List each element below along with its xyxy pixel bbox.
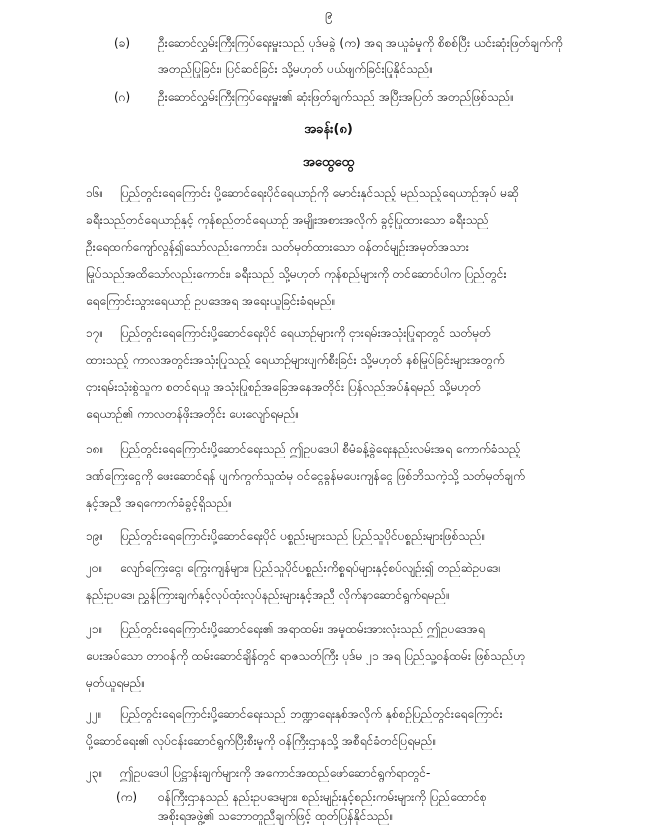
section-line: ပြည်တွင်းရေကြောင်းပို့ဆောင်ရေးသည် ဤဥပဒေပါ စီမံခန့်ခွဲရေးနည်းလမ်းအရ ကောက်ခံသည့် xyxy=(120,442,521,456)
subclause-line: အစိုးရအဖွဲ့၏ သဘောတူညီချက်ဖြင့် ထုတ်ပြန်နိုင်သည်။ xyxy=(158,809,394,823)
section-line: ငှားရမ်းသုံးစွဲသူက စတင်ရယူ အသုံးပြုစဉ်အခြေအနေအတိုင်း ပြန်လည်အပ်နှံရမည် သို့မဟုတ် xyxy=(86,380,481,394)
section-line: မြုပ်သည်အထိသော်လည်းကောင်း၊ ခရီးသည် သို့မဟုတ် ကုန်စည်များကို တင်ဆောင်ပါက ပြည်တွင်း xyxy=(86,267,507,281)
section-line: ပြည်တွင်းရေကြောင်းပို့ဆောင်ရေး၏ အရာထမ်း၊ အမှုထမ်းအားလုံးသည် ဤဥပဒေအရ xyxy=(120,622,485,636)
page-number: ၉ xyxy=(324,7,333,22)
section-line: ပြည်တွင်းရေကြောင်းပို့ဆောင်ရေးသည် ဘဏ္ဍာရေးနှစ်အလိုက် နှစ်စဉ်ပြည်တွင်းရေကြောင်း xyxy=(120,707,503,721)
section-number: ၁၉။ xyxy=(86,529,104,543)
section-line: နည်းဥပဒေ၊ ညွှန်ကြားချက်နှင့်လုပ်ထုံးလုပ်နည်းများနှင့်အညီ လိုက်နာဆောင်ရွက်ရမည်။ xyxy=(86,588,450,602)
subclause-number: (ဂ) xyxy=(114,90,131,104)
section-line: ထားသည့် ကာလအတွင်းအသုံးပြုသည့် ရေယာဉ်များပျက်စီးခြင်း သို့မဟုတ် နစ်မြုပ်ခြင်းများအတွက် xyxy=(86,353,505,367)
section-line: ဦးရေထက်ကျော်လွန်၍သော်လည်းကောင်း၊ သတ်မှတ်ထားသော ဝန်တင်မျဉ်းအမှတ်အသား xyxy=(86,240,469,254)
chapter-title: အထွေထွေ xyxy=(302,155,355,170)
section-number: ၂၂။ xyxy=(86,707,102,721)
section-number: ၂၀။ xyxy=(86,561,103,575)
section-line: ရေကြောင်းသွားရေယာဉ် ဥပဒေအရ အရေးယူခြင်းခံရမည်။ xyxy=(86,294,336,308)
subclause-number: (က) xyxy=(116,790,138,804)
section-number: ၁၇။ xyxy=(86,326,104,340)
section-line: ပေးအပ်သော တာဝန်ကို ထမ်းဆောင်ချိန်တွင် ရာဇသတ်ကြီး ပုဒ်မ ၂၁ အရ ပြည်သူ့ဝန်ထမ်း ဖြစ်သည်ဟု xyxy=(86,649,526,663)
section-line: ပြည်တွင်းရေကြောင်းပို့ဆောင်ရေးပိုင် ရေယာဉ်များကို ငှားရမ်းအသုံးပြုရာတွင် သတ်မှတ် xyxy=(120,326,491,340)
section-line: ရေယာဉ်၏ ကာလတန်ဖိုးအတိုင်း ပေးလျော်ရမည်။ xyxy=(86,407,300,421)
subclause-number: (ခ) xyxy=(114,36,131,50)
section-line: နှင့်အညီ အရကောက်ခံခွင့်ရှိသည်။ xyxy=(86,496,233,510)
section-line: ခရီးသည်တင်ရေယာဉ်နှင့် ကုန်စည်တင်ရေယာဉ် အမျိုးအစားအလိုက် ခွင့်ပြုထားသော ခရီးသည် xyxy=(86,213,489,227)
section-line: ဤဥပဒေပါ ပြဋ္ဌာန်းချက်များကို အကောင်အထည်ဖော်ဆောင်ရွက်ရာတွင်- xyxy=(120,766,431,780)
chapter-number: အခန်း(၈) xyxy=(304,122,353,137)
section-line: ပြည်တွင်းရေကြောင်းပို့ဆောင်ရေးပိုင် ပစ္စည်းများသည် ပြည်သူပိုင်ပစ္စည်းများဖြစ်သည်။ xyxy=(120,529,486,543)
section-number: ၂၁။ xyxy=(86,622,103,636)
subclause-line: ဦးဆောင်လွှမ်းကြီးကြပ်ရေးမှူး၏ ဆုံးဖြတ်ချက်သည် အပြီးအပြတ် အတည်ဖြစ်သည်။ xyxy=(158,90,515,104)
section-number: ၁၈။ xyxy=(86,442,104,456)
subclause-line: ဦးဆောင်လွှမ်းကြီးကြပ်ရေးမှူးသည် ပုဒ်မခွဲ (က) အရ အယူခံမှုကို စိစစ်ပြီး ယင်းဆုံးဖြတ်ချက်ကို xyxy=(158,36,563,50)
section-line: ဒဏ်ကြေးငွေကို ဖေးဆောင်ရန် ပျက်ကွက်သူထံမှ ဝင်ငွေခွန်မပေးကျန်ငွေ ဖြစ်ဘိသကဲ့သို့ သတ်မှတ်ချက် xyxy=(86,469,525,483)
subclause-line: ဝန်ကြီးဌာနသည် နည်းဥပဒေများ၊ စည်းမျဉ်းနှင့်စည်းကမ်းများကို ပြည်ထောင်စု xyxy=(158,790,487,804)
section-line: ပို့ဆောင်ရေး၏ လုပ်ငန်းဆောင်ရွက်ပြီးစီးမှုကို ဝန်ကြီးဌာနသို့ အစီရင်ခံတင်ပြရမည်။ xyxy=(86,734,437,748)
section-line: လျော်ကြေးငွေ၊ ကြွေးကျန်များ၊ ပြည်သူပိုင်ပစ္စည်းကိစ္စရပ်များနှင့်စပ်လျဉ်း၍ တည်ဆဲဥပဒေ၊ xyxy=(120,561,501,575)
section-number: ၂၃။ xyxy=(86,766,103,780)
section-line: မှတ်ယူရမည်။ xyxy=(86,676,146,690)
subclause-line: အတည်ပြုခြင်း၊ ပြင်ဆင်ခြင်း သို့မဟုတ် ပယ်ဖျက်ခြင်းပြုနိုင်သည်။ xyxy=(158,62,434,76)
section-number: ၁၆။ xyxy=(86,186,104,200)
section-line: ပြည်တွင်းရေကြောင်း ပို့ဆောင်ရေးပိုင်ရေယာဉ်ကို မောင်းနှင်သည့် မည်သည့်ရေယာဉ်အုပ် မဆို xyxy=(120,186,519,200)
